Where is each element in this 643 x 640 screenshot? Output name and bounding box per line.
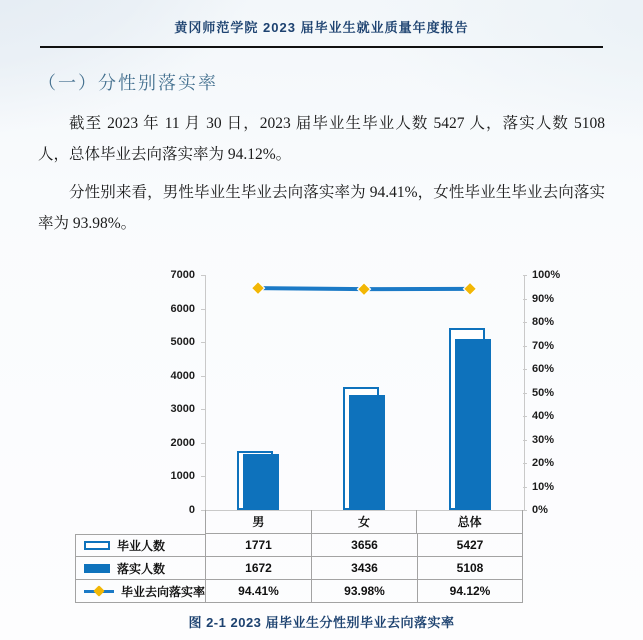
table-legend-毕业人数 — [75, 534, 205, 557]
y-axis-left-tick-label: 3000 — [170, 403, 195, 416]
table-legend-毕业去向落实率 — [75, 580, 205, 603]
y-axis-left-tick-label: 7000 — [170, 269, 195, 281]
figure-combo-chart — [70, 262, 575, 604]
y-axis-right-tick-mark — [523, 299, 527, 300]
y-axis-right-tick-label: 20% — [532, 457, 555, 469]
y-axis-right-tick-label: 30% — [532, 433, 555, 446]
table-value-落实人数-女: 3436 — [311, 557, 417, 580]
table-value-毕业去向落实率-男: 94.41% — [205, 580, 311, 603]
y-axis-right-tick-mark — [523, 322, 527, 323]
y-axis-left-tick-label: 5000 — [170, 336, 195, 349]
y-axis-left-tick-label: 1000 — [170, 470, 195, 483]
series-name: 毕业人数 — [117, 539, 166, 553]
y-axis-right-tick-mark — [523, 346, 527, 347]
report-header-title: 黄冈师范学院 2023 届毕业生就业质量年度报告 — [174, 20, 469, 35]
y-axis-right-tick-label: 80% — [532, 316, 555, 328]
y-axis-left-tick-label: 2000 — [170, 436, 195, 449]
section-heading: （一）分性别落实率 — [38, 73, 218, 93]
table-legend-落实人数 — [75, 557, 205, 580]
table-value-毕业人数-男: 1771 — [205, 534, 311, 557]
table-value-落实人数-总体: 5108 — [417, 557, 523, 580]
category-axis — [205, 510, 523, 534]
series-name: 毕业去向落实率 — [121, 584, 206, 599]
y-axis-left-tick-label: 4000 — [170, 369, 195, 382]
y-axis-right-tick-label: 10% — [532, 480, 555, 493]
y-axis-right-tick-mark — [523, 440, 527, 441]
y-axis-right-tick-mark — [523, 487, 527, 488]
table-value-毕业人数-女: 3656 — [311, 534, 417, 557]
rate-line-series — [205, 275, 523, 510]
diamond-marker — [358, 283, 371, 296]
y-axis-right-tick-mark — [523, 463, 527, 464]
line-marker-swatch — [84, 587, 114, 596]
table-value-毕业人数-总体: 5427 — [417, 534, 523, 557]
table-value-毕业去向落实率-总体: 94.12% — [417, 580, 523, 603]
body-paragraph-2: 分性别来看，男性毕业生毕业去向落实率为 94.41%，女性毕业生毕业去向落实率为 93.98%。 — [38, 184, 605, 232]
category-label-总体: 总体 — [416, 510, 523, 533]
series-name: 落实人数 — [117, 561, 166, 576]
y-axis-left-tick-label: 0 — [188, 504, 195, 516]
header-divider — [40, 46, 603, 48]
y-axis-right-tick-mark — [523, 369, 527, 370]
y-axis-right-tick-label: 90% — [532, 292, 555, 305]
y-axis-right-tick-mark — [523, 393, 527, 394]
y-axis-right-tick-mark — [523, 510, 527, 511]
y-axis-right-tick-label: 40% — [532, 410, 555, 422]
solid-bar-swatch — [84, 564, 110, 573]
y-axis-left-tick-label: 6000 — [170, 302, 195, 315]
y-axis-right-tick-mark — [523, 416, 527, 417]
y-axis-right-tick-label: 100% — [532, 269, 561, 281]
diamond-marker — [252, 282, 265, 295]
table-value-落实人数-男: 1672 — [205, 557, 311, 580]
body-paragraph-1: 截至 2023 年 11 月 30 日，2023 届毕业生毕业人数 5427 人，落实人数 5108 人，总体毕业去向落实率为 94.12%。 — [38, 115, 605, 163]
y-axis-right-tick-label: 60% — [532, 363, 555, 375]
report-header — [0, 0, 643, 37]
y-axis-right-tick-label: 50% — [532, 386, 555, 399]
category-label-女: 女 — [311, 510, 417, 533]
diamond-marker — [464, 282, 477, 295]
y-axis-right-tick-mark — [523, 275, 527, 276]
figure-caption: 图 2-1 2023 届毕业生分性别毕业去向落实率 — [188, 615, 455, 630]
table-value-毕业去向落实率-女: 93.98% — [311, 580, 417, 603]
y-axis-right-tick-label: 70% — [532, 339, 555, 352]
outline-bar-swatch — [84, 541, 110, 550]
category-label-男: 男 — [205, 510, 311, 533]
y-axis-right-tick-label: 0% — [532, 504, 548, 516]
